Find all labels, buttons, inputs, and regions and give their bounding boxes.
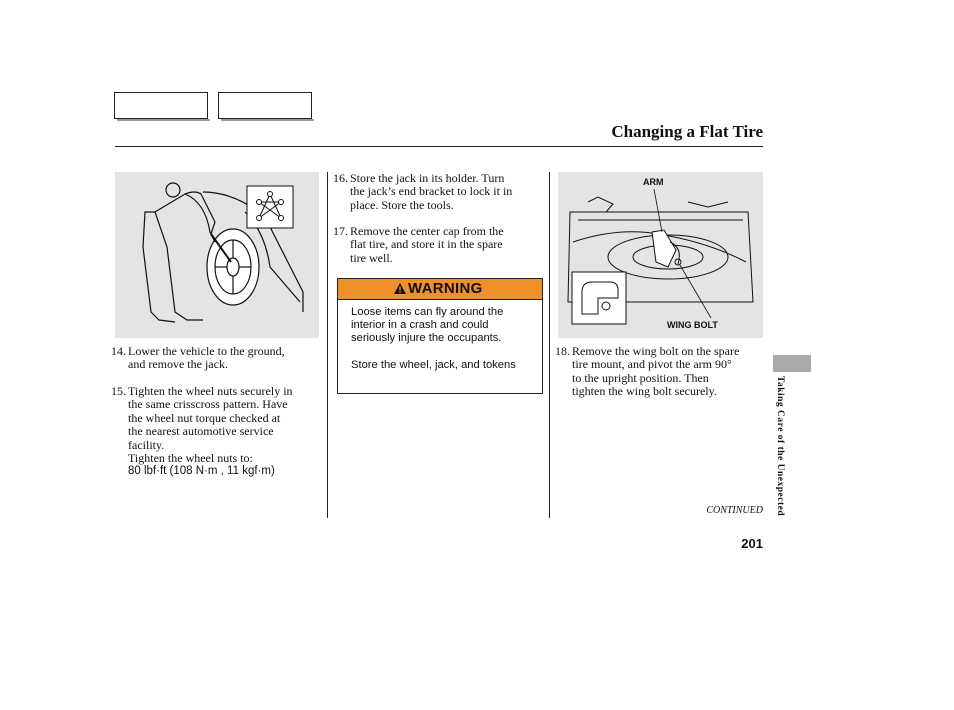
step-16-line: place. Store the tools.: [350, 197, 454, 212]
step-15-line: facility.: [128, 437, 165, 452]
spare-tire-mount-drawing: [558, 172, 763, 338]
step-15-line: Tighten the wheel nuts to:: [128, 451, 253, 466]
page-title: Changing a Flat Tire: [611, 122, 763, 141]
tightening-nuts-illustration: [115, 172, 319, 338]
warning-paragraph-2: [351, 359, 536, 372]
step-18-line: Remove the wing bolt on the spare: [572, 344, 740, 358]
step-16-line: the jack’s end bracket to lock it in: [350, 184, 513, 199]
step-15-line: the same crisscross pattern. Have: [128, 397, 288, 412]
torque-spec: 80 lbf·ft (108 N·m , 11 kgf·m): [128, 465, 275, 478]
step-14-line: Lower the vehicle to the ground,: [128, 344, 285, 358]
warning-line: Loose items can fly around the: [351, 306, 504, 318]
warning-paragraph-1: [351, 306, 536, 345]
nav-box-right[interactable]: [218, 92, 312, 119]
header-rule: [115, 146, 763, 147]
step-18-line: to the upright position. Then: [572, 370, 709, 385]
step-16: [333, 172, 543, 214]
spare-tire-mount-illustration: [558, 172, 763, 338]
step-17-line: tire well.: [350, 250, 393, 265]
step-17-line: Remove the center cap from the: [350, 224, 504, 238]
tightening-nuts-drawing: [115, 172, 319, 338]
step-17-number: 17.: [333, 224, 348, 238]
page-number: 201: [741, 536, 763, 551]
column-divider-2: [549, 172, 550, 518]
step-14-number: 14.: [111, 344, 126, 358]
warning-line: seriously injure the occupants.: [351, 332, 502, 344]
wing-bolt-label: WING BOLT: [667, 320, 718, 330]
warning-line: Store the wheel, jack, and tokens: [351, 359, 516, 371]
step-18-line: tire mount, and pivot the arm 90°: [572, 357, 732, 372]
step-18: [555, 345, 765, 400]
step-18-line: tighten the wing bolt securely.: [572, 384, 717, 399]
arm-label: ARM: [643, 177, 664, 187]
step-14: [111, 345, 321, 375]
warning-box: [337, 278, 543, 394]
step-15-line: the wheel nut torque checked at: [128, 410, 281, 425]
step-18-number: 18.: [555, 344, 570, 358]
step-17-line: flat tire, and store it in the spare: [350, 237, 503, 252]
step-17: [333, 225, 543, 267]
step-15-number: 15.: [111, 384, 126, 398]
step-15-line: Tighten the wheel nuts securely in: [128, 384, 293, 398]
warning-line: interior in a crash and could: [351, 319, 489, 331]
warning-triangle-icon: [394, 283, 406, 294]
warning-heading: WARNING: [408, 280, 483, 297]
nav-box-left[interactable]: [114, 92, 208, 119]
continued-label: CONTINUED: [706, 505, 763, 516]
step-16-line: Store the jack in its holder. Turn: [350, 171, 505, 185]
step-15: [111, 385, 321, 480]
section-tab[interactable]: [773, 355, 811, 372]
section-side-label: Taking Care of the Unexpected: [775, 376, 785, 517]
warning-header: [338, 279, 542, 300]
step-16-number: 16.: [333, 171, 348, 185]
step-14-line: and remove the jack.: [128, 357, 228, 372]
step-15-line: the nearest automotive service: [128, 424, 274, 439]
